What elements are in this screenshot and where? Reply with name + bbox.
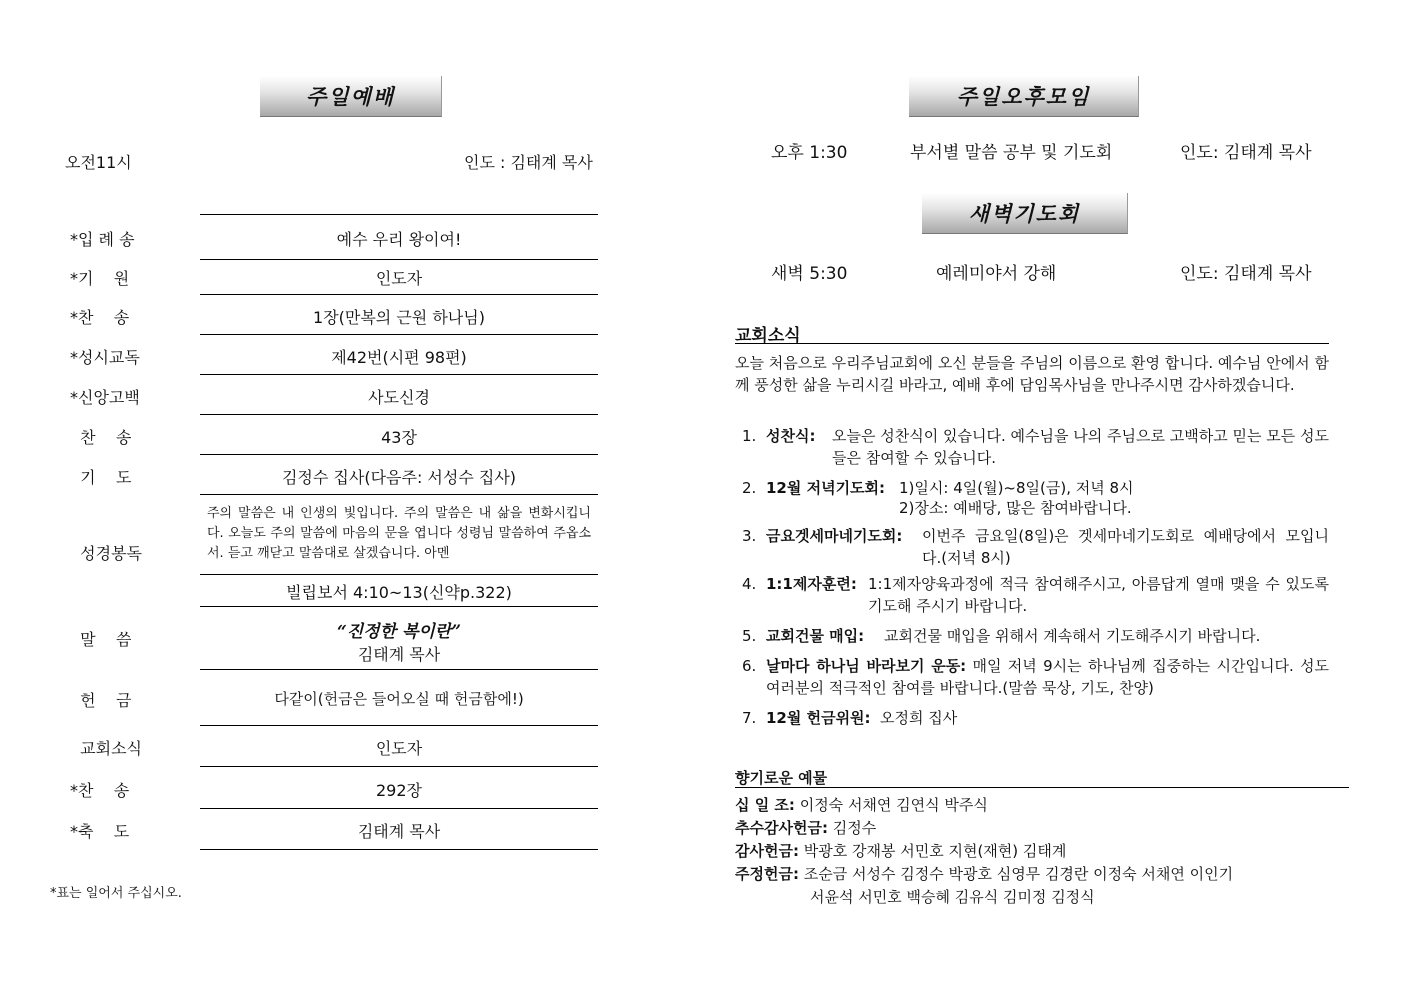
- order-label: *신앙고백: [70, 388, 140, 407]
- order-label: *기 원: [70, 269, 130, 288]
- news-item-head: 성찬식:: [766, 427, 816, 445]
- afternoon-leader: 인도: 김태계 목사: [1180, 143, 1312, 163]
- order-label: 찬 송: [70, 428, 132, 447]
- order-label: 기 도: [70, 468, 132, 487]
- news-intro: 오늘 처음으로 우리주님교회에 오신 분들을 주님의 이름으로 환영 합니다. 예수님 안에서 함께 풍성한 삶을 누리시길 바라고, 예배 후에 담임목사님을 만나주시면 감사하겠습니다.: [735, 354, 1329, 394]
- order-label: *성시교독: [70, 348, 140, 367]
- order-label: *찬 송: [70, 781, 130, 800]
- afternoon-desc: 부서별 말씀 공부 및 기도회: [910, 143, 1113, 163]
- order-value: 예수 우리 왕이여!: [336, 230, 462, 249]
- order-value: 사도신경: [368, 388, 430, 407]
- offering-names: 김정수: [832, 819, 877, 837]
- offering-heading-rule: [735, 787, 1349, 788]
- order-rule: [200, 606, 598, 607]
- offering-names-line2: 서윤석 서민호 백승혜 김유식 김미정 김정식: [810, 888, 1095, 906]
- worship-leader: 인도 : 김태계 목사: [464, 153, 593, 172]
- order-rule: [200, 294, 598, 295]
- sermon-title: “진정한 복이란”: [336, 622, 461, 642]
- afternoon-time: 오후 1:30: [771, 143, 848, 163]
- order-rule: [200, 725, 598, 726]
- dawn-title: 새벽기도회: [968, 201, 1081, 226]
- worship-title: 주일예배: [305, 84, 396, 109]
- news-item-text: 1:1제자양육과정에 적극 참여해주시고, 아름답게 열매 맺을 수 있도록 기도해 주시기 바랍니다.: [868, 575, 1329, 615]
- news-heading: 교회소식: [735, 326, 801, 346]
- order-value: 1장(만복의 근원 하나님): [313, 308, 485, 327]
- order-rule: [200, 259, 598, 260]
- scripture-reference: 빌립보서 4:10~13(신약p.322): [286, 583, 512, 602]
- sermon-preacher: 김태계 목사: [357, 645, 441, 664]
- order-rule: [200, 849, 598, 850]
- order-rule: [200, 574, 598, 575]
- afternoon-title-banner: [909, 76, 1139, 117]
- order-label: 교회소식: [70, 739, 142, 758]
- dawn-leader: 인도: 김태계 목사: [1180, 264, 1312, 284]
- order-value: 인도자: [375, 269, 423, 288]
- dawn-desc: 예레미야서 강해: [936, 264, 1057, 284]
- news-number: 7.: [742, 709, 757, 727]
- news-number: 3.: [742, 527, 757, 545]
- order-rule: [200, 374, 598, 375]
- news-item-head: 금요겟세마네기도회:: [766, 527, 903, 545]
- order-label: *입 례 송: [70, 230, 135, 249]
- news-number: 6.: [742, 657, 757, 675]
- offering-heading: 향기로운 예물: [735, 769, 828, 787]
- order-rule: [200, 766, 598, 767]
- order-label: 헌 금: [70, 691, 132, 710]
- news-item-text: 매일 저녁 9시는 하나님께 집중하는 시간입니다. 성도 여러분의 적극적인 참여를 바랍니다.(말씀 묵상, 기도, 찬양): [766, 657, 1329, 697]
- order-rule: [200, 494, 598, 495]
- news-item-head: 12월 저녁기도회:: [766, 479, 886, 497]
- news-item-body: [766, 655, 1329, 699]
- offering-row: [735, 840, 1066, 863]
- order-label: 말 씀: [70, 630, 132, 649]
- afternoon-title: 주일오후모임: [956, 84, 1091, 109]
- order-label: 성경봉독: [70, 544, 142, 563]
- dawn-time: 새벽 5:30: [771, 264, 848, 284]
- news-item-head: 교회건물 매입:: [766, 627, 865, 645]
- news-number: 2.: [742, 479, 757, 497]
- order-rule: [200, 669, 598, 670]
- dawn-title-banner: [922, 193, 1128, 234]
- offering-label: 십 일 조:: [735, 796, 795, 814]
- order-value: 김정수 집사(다음주: 서성수 집사): [281, 468, 517, 487]
- scripture-reading-prayer: 주의 말씀은 내 인생의 빛입니다. 주의 말씀은 내 삶을 변화시킵니다. 오늘도 주의 말씀에 마음의 문을 엽니다 성령님 말씀하여 주옵소서. 듣고 깨닫고 말씀대로 살겠습니다. 아멘: [207, 506, 591, 561]
- order-value: 김태계 목사: [357, 822, 441, 841]
- order-rule: [200, 454, 598, 455]
- order-rule: [200, 808, 598, 809]
- news-item-text: 오늘은 성찬식이 있습니다. 예수님을 나의 주님으로 고백하고 믿는 모든 성도들은 참여할 수 있습니다.: [832, 427, 1329, 467]
- offering-row: [735, 863, 1233, 886]
- news-item-text: 오정희 집사: [880, 709, 958, 727]
- offering-label: 감사헌금:: [735, 842, 799, 860]
- order-value: 다같이(헌금은 들어오실 때 헌금함에!): [274, 690, 524, 708]
- news-item-head: 12월 헌금위원:: [766, 709, 871, 727]
- news-item-text-line2: 2)장소: 예배당, 많은 참여바랍니다.: [899, 499, 1132, 517]
- order-rule: [200, 414, 598, 415]
- news-item-head: 1:1제자훈련:: [766, 575, 857, 593]
- news-item-text: 1)일시: 4일(월)~8일(금), 저녁 8시: [899, 479, 1134, 497]
- worship-time: 오전11시: [65, 153, 132, 172]
- order-rule: [200, 334, 598, 335]
- order-value: 제42번(시편 98편): [331, 348, 467, 367]
- news-number: 5.: [742, 627, 757, 645]
- news-heading-rule: [735, 343, 1329, 344]
- order-value: 인도자: [375, 739, 423, 758]
- offering-row: [735, 817, 876, 840]
- news-item-head: 날마다 하나님 바라보기 운동:: [766, 657, 967, 675]
- news-number: 4.: [742, 575, 757, 593]
- offering-names: 이정숙 서채연 김연식 박주식: [799, 796, 988, 814]
- offering-label: 주정헌금:: [735, 865, 799, 883]
- news-item-text: 교회건물 매입을 위해서 계속해서 기도해주시기 바랍니다.: [884, 627, 1261, 645]
- worship-title-banner: [260, 76, 442, 117]
- news-item-text: 이번주 금요일(8일)은 겟세마네기도회로 예배당에서 모입니다.(저녁 8시): [922, 527, 1329, 567]
- order-value: 43장: [381, 428, 417, 447]
- standing-footnote: *표는 일어서 주십시오.: [50, 886, 182, 901]
- order-label: *찬 송: [70, 308, 130, 327]
- offering-row: [735, 794, 988, 817]
- offering-label: 추수감사헌금:: [735, 819, 828, 837]
- order-value: 292장: [376, 781, 422, 800]
- order-label: *축 도: [70, 822, 130, 841]
- order-rule: [200, 214, 598, 215]
- offering-names: 조순금 서성수 김정수 박광호 심영무 김경란 이정숙 서채연 이인기: [803, 865, 1234, 883]
- news-number: 1.: [742, 427, 757, 445]
- offering-names: 박광호 강재봉 서민호 지현(재현) 김태계: [803, 842, 1067, 860]
